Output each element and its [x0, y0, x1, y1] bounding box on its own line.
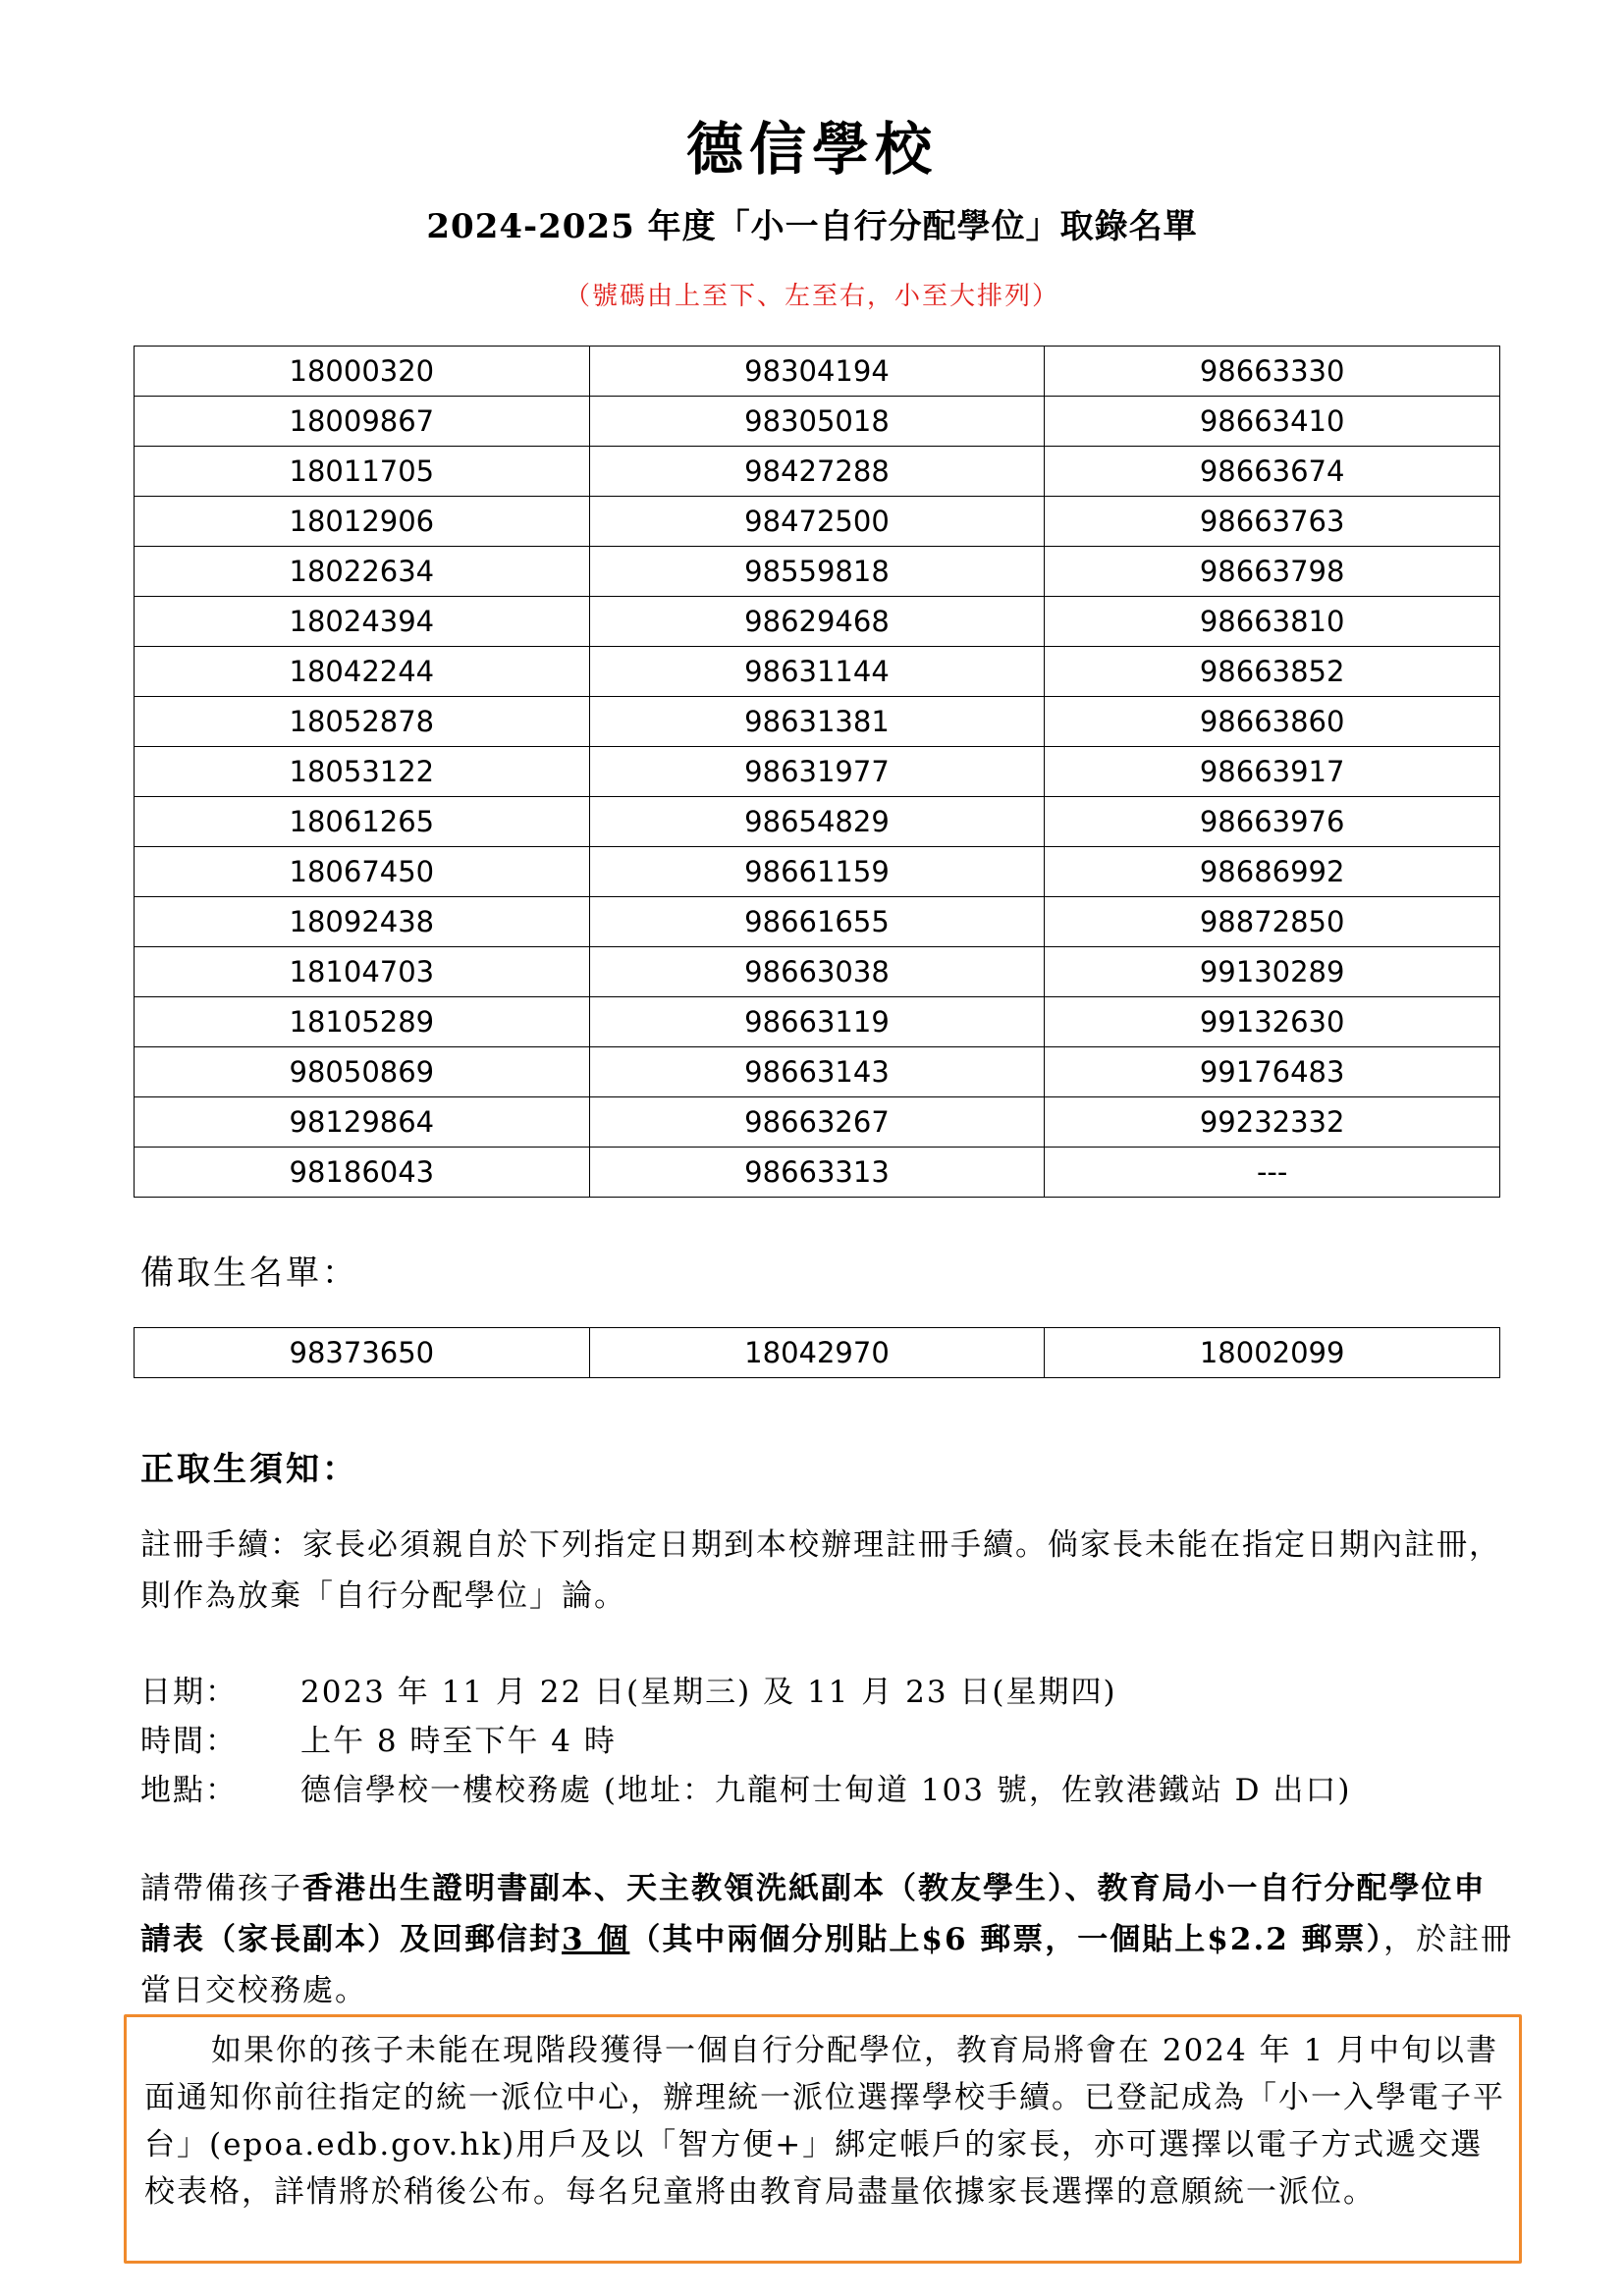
table-cell: 98663330: [1045, 347, 1500, 397]
sort-order-note: （號碼由上至下、左至右，小至大排列）: [564, 282, 1059, 311]
table-row: [135, 597, 1500, 647]
time-value: 上午 8 時至下午 4 時: [300, 1724, 617, 1759]
table-cell: 98472500: [589, 497, 1045, 547]
table-row: [135, 1047, 1500, 1097]
table-cell: 18002099: [1045, 1328, 1500, 1378]
table-cell: 98663763: [1045, 497, 1500, 547]
table-cell: 98050869: [135, 1047, 590, 1097]
table-cell: 18024394: [135, 597, 590, 647]
stamp-details: （其中兩個分別貼上$6 郵票，一個貼上$2.2 郵票）: [629, 1922, 1384, 1957]
table-cell: 98663810: [1045, 597, 1500, 647]
table-row: [135, 697, 1500, 747]
table-cell: 18105289: [135, 997, 590, 1047]
documents-suffix: ，於註冊當日交校務處。: [140, 1922, 1514, 2008]
documents-paragraph: [140, 1863, 1515, 2016]
table-cell: 98663860: [1045, 697, 1500, 747]
table-row: [135, 747, 1500, 797]
table-cell: 98663143: [589, 1047, 1045, 1097]
table-cell: 18009867: [135, 397, 590, 447]
table-cell: 98373650: [135, 1328, 590, 1378]
envelope-count: 3 個: [562, 1922, 630, 1957]
school-name: 德信學校: [685, 116, 938, 183]
table-cell: 99232332: [1045, 1097, 1500, 1148]
documents-list: 香港出生證明書副本、天主教領洗紙副本（教友學生）、教育局小一自行分配學位申請表（家長副本）及回郵信封: [140, 1871, 1487, 1957]
table-cell: 98629468: [589, 597, 1045, 647]
registration-paragraph: 註冊手續：家長必須親自於下列指定日期到本校辦理註冊手續。倘家長未能在指定日期內註冊，則作為放棄「自行分配學位」論。: [140, 1527, 1501, 1614]
table-cell: 98427288: [589, 447, 1045, 497]
table-row: [135, 647, 1500, 697]
table-cell: 98661655: [589, 897, 1045, 947]
table-cell: 18092438: [135, 897, 590, 947]
table-cell: 98872850: [1045, 897, 1500, 947]
table-cell: 18053122: [135, 747, 590, 797]
table-row: [135, 797, 1500, 847]
table-cell: 99132630: [1045, 997, 1500, 1047]
table-cell: 99130289: [1045, 947, 1500, 997]
table-row: [135, 1328, 1500, 1378]
table-cell: 98631381: [589, 697, 1045, 747]
table-cell: 18042244: [135, 647, 590, 697]
date-value: 2023 年 11 月 22 日(星期三) 及 11 月 23 日(星期四): [300, 1675, 1117, 1710]
table-cell: 18104703: [135, 947, 590, 997]
reserve-list-table: [134, 1327, 1500, 1378]
table-cell: 99176483: [1045, 1047, 1500, 1097]
table-row: [135, 847, 1500, 897]
table-cell: 98631977: [589, 747, 1045, 797]
table-cell: 98663267: [589, 1097, 1045, 1148]
table-cell: 18012906: [135, 497, 590, 547]
date-label: 日期：: [140, 1675, 238, 1710]
place-label: 地點：: [140, 1773, 238, 1808]
table-cell: 98663798: [1045, 547, 1500, 597]
table-row: [135, 347, 1500, 397]
table-cell: 98686992: [1045, 847, 1500, 897]
central-allocation-text: 如果你的孩子未能在現階段獲得一個自行分配學位，教育局將會在 2024 年 1 月中旬以書面通知你前往指定的統一派位中心，辦理統一派位選擇學校手續。已登記成為「小一入學電子平台」(epoa.edb.gov.hk)用戶及以「智方便+」綁定帳戶的家長，亦可選擇以電子方式遞交選校表格，詳情將於稍後公布。每名兒童將由教育局盡量依據家長選擇的意願統一派位。: [144, 2033, 1505, 2210]
place-value: 德信學校一樓校務處 (地址：九龍柯士甸道 103 號，佐敦港鐵站 D 出口): [300, 1773, 1352, 1808]
table-cell: 98129864: [135, 1097, 590, 1148]
time-label: 時間：: [140, 1724, 238, 1759]
table-cell: 98663674: [1045, 447, 1500, 497]
date-row: [140, 1667, 1117, 1718]
reserve-list-heading: 備取生名單：: [140, 1254, 358, 1293]
table-cell: 98654829: [589, 797, 1045, 847]
table-cell: 18052878: [135, 697, 590, 747]
table-cell: 18067450: [135, 847, 590, 897]
table-row: [135, 897, 1500, 947]
table-cell: 98559818: [589, 547, 1045, 597]
table-row: [135, 397, 1500, 447]
table-cell: 98304194: [589, 347, 1045, 397]
documents-prefix: 請帶備孩子: [140, 1871, 302, 1906]
table-cell: 18011705: [135, 447, 590, 497]
table-cell: 98305018: [589, 397, 1045, 447]
table-row: [135, 547, 1500, 597]
table-cell: 98661159: [589, 847, 1045, 897]
table-cell: 98663917: [1045, 747, 1500, 797]
table-cell: 18022634: [135, 547, 590, 597]
table-cell: 98663410: [1045, 397, 1500, 447]
table-cell: 18000320: [135, 347, 590, 397]
table-row: [135, 1097, 1500, 1148]
notice-heading: 正取生須知：: [140, 1450, 358, 1489]
table-row: [135, 1148, 1500, 1198]
table-row: [135, 447, 1500, 497]
central-allocation-notice-box: [124, 2014, 1522, 2264]
document-subtitle: 2024-2025 年度「小一自行分配學位」取錄名單: [426, 207, 1198, 246]
time-row: [140, 1716, 617, 1767]
table-cell: 98663852: [1045, 647, 1500, 697]
table-cell: 98186043: [135, 1148, 590, 1198]
table-row: [135, 497, 1500, 547]
table-cell: 98663976: [1045, 797, 1500, 847]
table-row: [135, 997, 1500, 1047]
table-cell: 98663038: [589, 947, 1045, 997]
table-cell: 18042970: [589, 1328, 1045, 1378]
table-cell: ---: [1045, 1148, 1500, 1198]
place-row: [140, 1765, 1351, 1816]
table-cell: 98631144: [589, 647, 1045, 697]
admitted-list-table: [134, 346, 1500, 1198]
table-row: [135, 947, 1500, 997]
table-cell: 98663313: [589, 1148, 1045, 1198]
table-cell: 18061265: [135, 797, 590, 847]
table-cell: 98663119: [589, 997, 1045, 1047]
